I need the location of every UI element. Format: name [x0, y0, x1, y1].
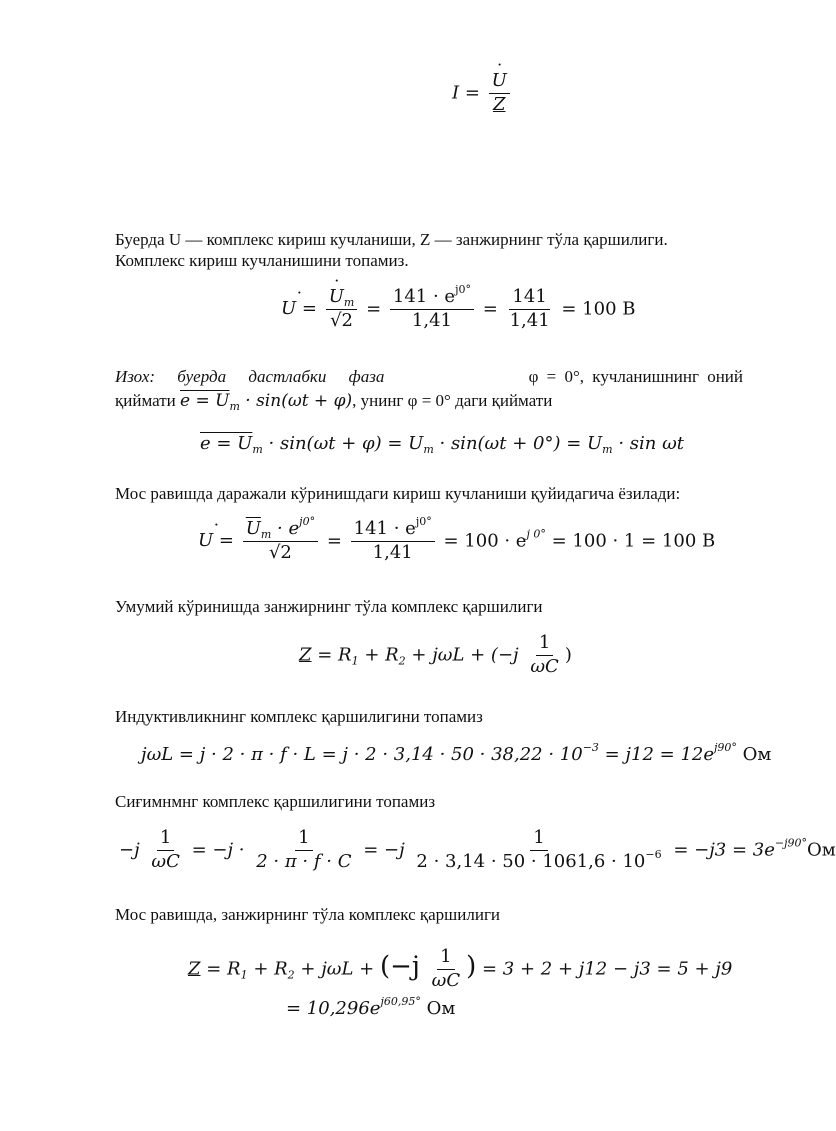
formula-voltage-frac2: [390, 283, 474, 331]
note-formula-e: e = U: [179, 391, 230, 411]
formula-capacitive-frac1-den: ωC: [151, 850, 180, 872]
formula-voltage-lhs: ˙ U =: [281, 298, 317, 319]
formula-exp-frac1-sup: j0°: [299, 515, 316, 528]
formula-exp-frac1-den: √2: [268, 541, 292, 563]
formula-voltage-frac1-sub: m: [343, 296, 355, 309]
formula-inductive-sup1: −3: [582, 741, 599, 754]
formula-inductive-text2: = j12 = 12e: [598, 744, 714, 765]
formula-exp-frac2: [351, 515, 435, 563]
formula-total-line1-end: = 3 + 2 + j12 − j3 = 5 + j9: [476, 958, 733, 980]
formula-total-num: 1: [437, 948, 454, 970]
formula-inductive-unit: Ом: [736, 744, 772, 765]
note-paragraph: Изох: буерда дастлабки фаза φ = 0°, кучланишнинг оний қиймати $e = U_m \cdot \sin(\omega t + \varphi)$, унинг φ = 0° даги қиймати: [115, 367, 743, 413]
formula-exp-frac1-post: · e: [271, 518, 300, 539]
formula-capacitive: [119, 829, 836, 872]
formula-voltage-frac2-sup: j0°: [455, 283, 471, 296]
formula-current: [452, 72, 513, 115]
formula-total-line1b: + R: [247, 958, 288, 980]
formula-voltage-frac3: [507, 288, 553, 331]
formula-current-num: ˙ U: [492, 72, 507, 91]
formula-capacitive-end: = −j3 = 3e: [673, 839, 775, 861]
formula-total-den: ωC: [431, 969, 461, 991]
note-formula-rest: · sin(ωt + φ): [239, 391, 353, 411]
formula-exp-rest1-sup: j 0°: [526, 527, 546, 541]
formula-capacitive-frac3-num: 1: [530, 829, 547, 851]
formula-capacitive-frac2: [253, 829, 354, 872]
formula-capacitive-mid: = −j ·: [191, 839, 245, 861]
formula-capacitive-frac2-num: 1: [295, 829, 312, 851]
formula-voltage-frac3-num: 141: [509, 288, 549, 310]
formula-exp-rest1: = 100 · e: [443, 530, 527, 552]
formula-voltage-frac1: [326, 288, 358, 331]
paragraph-exp-form: Мос равишда даражали кўринишдаги кириш кучланиши қуйидагича ёзилади:: [115, 484, 681, 503]
formula-current-lhs: I =: [452, 82, 480, 104]
paragraph-definitions: [115, 229, 668, 271]
note-label: Изох: буерда дастлабки фаза: [115, 367, 385, 386]
formula-impedance-lhs: Z: [299, 644, 312, 666]
paragraph-inductive: Индуктивликнинг комплекс қаршилигини топамиз: [115, 707, 483, 726]
paragraph-total: Мос равишда, занжирнинг тўла комплекс қаршилиги: [115, 905, 501, 924]
formula-impedance-mid3: + jωL + (−j: [405, 644, 519, 666]
formula-voltage-frac1-num: ˙ U: [329, 288, 344, 307]
formula-capacitive-unit: Ом: [807, 839, 836, 861]
formula-total: $Z = R_1 + R_2 + j\omega L + (-j$ $\frac{1}{\omega C}$ ) = 3 + 2 + j12 − j3 = 5 + j9: [188, 946, 733, 991]
formula-impedance-mid: = R: [311, 644, 352, 666]
formula-instant: $e = U_m \cdot \sin(\omega t + \varphi) = U_m \cdot \sin(\omega t + 0^\circ) = U_m \cdot \sin \omega t$: [200, 433, 684, 456]
formula-capacitive-frac3-sup: −6: [645, 847, 662, 861]
formula-instant-part4: · sin ωt: [612, 433, 684, 454]
formula-exp-frac2-sup: j0°: [415, 515, 432, 528]
paragraph-impedance: Умумий кўринишда занжирнинг тўла комплекс қаршилиги: [115, 597, 543, 616]
formula-exp-frac1: $\frac{\overline{U}_m \cdot e^{j0^\circ}}{√2}$: [243, 520, 318, 563]
formula-instant-part3: · sin(ωt + 0°) = U: [433, 433, 603, 454]
paragraph-definitions-line1: Буерда U — комплекс кириш кучланиши, Z — занжирнинг тўла қаршилиги.: [115, 230, 668, 249]
formula-total-line1: = R: [200, 958, 241, 980]
formula-inductive-text: jωL = j · 2 · π · f · L = j · 2 · 3,14 · 50 · 38,22 · 10: [141, 744, 583, 765]
formula-total-line2-unit: Ом: [420, 998, 456, 1019]
formula-exp-rest2: = 100 · 1 = 100 В: [551, 530, 716, 552]
formula-total-line2-value: = 10,296e: [286, 998, 381, 1019]
formula-capacitive-frac3: [413, 829, 664, 872]
formula-current-fraction: [489, 72, 510, 115]
formula-total-line1c: + jωL +: [294, 958, 380, 980]
formula-total-line2-sup: j60,95°: [380, 995, 421, 1008]
formula-exp-frac1-num: $\overline{U}$: [245, 518, 261, 539]
formula-capacitive-frac1-num: 1: [157, 829, 174, 851]
formula-capacitive-frac3-den: 2 · 3,14 · 50 · 1061,6 · 10: [416, 850, 646, 872]
formula-voltage-frac3-den: 1,41: [509, 309, 550, 331]
formula-impedance-den: ωC: [530, 655, 559, 677]
formula-voltage: ˙ U = ˙ $\frac{U_m}{√2}$ = $\frac{141 \cdot e^{j0^\circ}}{1,41}$ = $\frac{141}{1,41}$ = 100 B: [281, 288, 635, 331]
formula-total-close: ): [466, 951, 477, 982]
note-line1-rest: φ = 0°, кучланишнинг оний: [528, 367, 743, 386]
formula-exp: ˙ U = $\frac{\overline{U}_m \cdot e^{j0^\circ}}{√2}$ = $\frac{141 \cdot e^{j0^\circ}}{1,41}$ = $100 \cdot e^{j 0^\circ} = 100 \cdot 1 = 100$ В: [198, 520, 715, 563]
formula-capacitive-pre: −j: [119, 839, 140, 861]
formula-inductive-sup2: j90°: [714, 741, 737, 754]
note-line2-end: , унинг φ = 0° даги қиймати: [352, 391, 553, 410]
formula-inductive: [141, 741, 772, 765]
formula-voltage-frac1-den: √2: [330, 309, 353, 331]
formula-instant-part1: e = U: [200, 433, 253, 454]
formula-exp-lhs: ˙ U =: [198, 530, 234, 551]
formula-total-lhs: Z: [188, 958, 201, 980]
formula-exp-frac2-num: 141 · e: [353, 518, 416, 539]
formula-voltage-frac2-den: 1,41: [411, 309, 452, 331]
note-line2-start: қиймати: [115, 391, 176, 410]
formula-capacitive-mid2: = −j: [363, 839, 405, 861]
formula-total-open: (−j: [379, 951, 420, 982]
formula-exp-frac2-den: 1,41: [372, 541, 413, 563]
formula-voltage-rhs: = 100 B: [561, 298, 636, 320]
formula-impedance-frac: [527, 634, 561, 677]
formula-impedance: $Z = R_1 + R_2 + j\omega L + (-j$ $\frac{1}{\omega C}$ ): [299, 632, 572, 677]
paragraph-definitions-line2: Комплекс кириш кучланишини топамиз.: [115, 251, 409, 270]
formula-current-den: Z: [492, 93, 506, 115]
formula-voltage-frac2-num: 141 · e: [392, 286, 456, 307]
formula-capacitive-frac2-den: 2 · π · f · C: [256, 850, 352, 872]
formula-capacitive-end-sup: −j90°: [774, 836, 808, 850]
formula-impedance-end: ): [564, 644, 572, 666]
formula-impedance-mid2: + R: [358, 644, 399, 666]
paragraph-capacitive: Сиғимнмнг комплекс қаршилигини топамиз: [115, 792, 436, 811]
formula-total-frac: [429, 948, 463, 991]
formula-impedance-num: 1: [536, 634, 553, 656]
formula-instant-part2: · sin(ωt + φ) = U: [262, 433, 424, 454]
formula-total-line2: [286, 995, 456, 1019]
formula-capacitive-frac1: [148, 829, 182, 872]
